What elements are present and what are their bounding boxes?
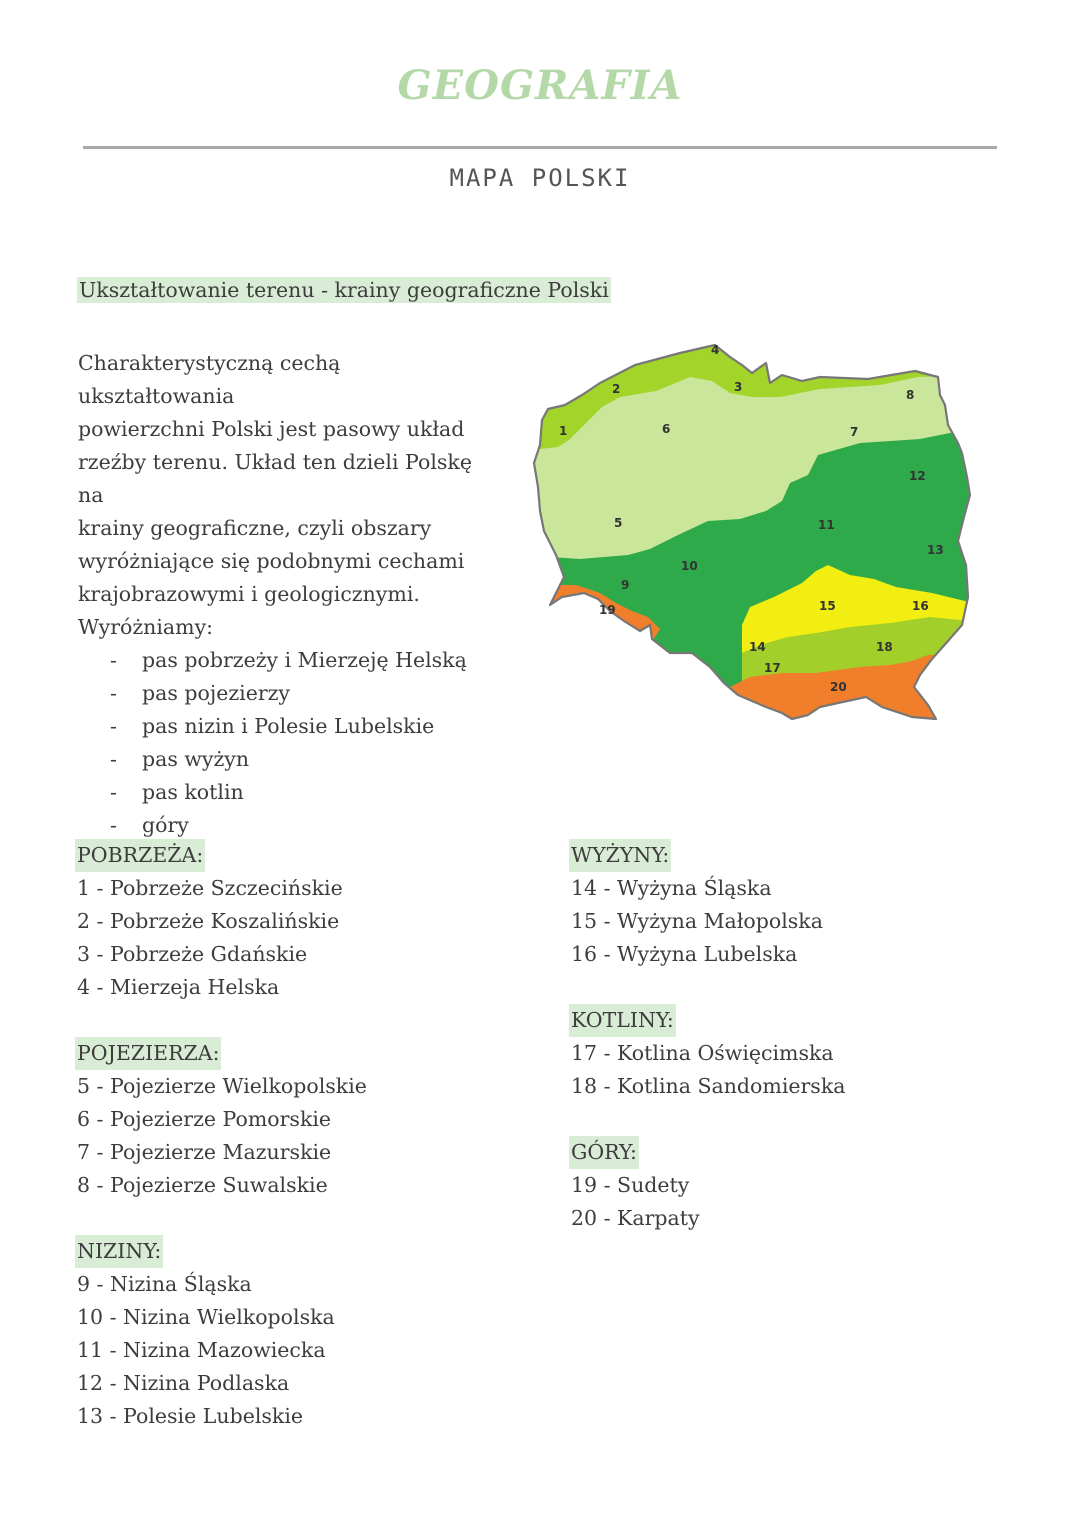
region-item: 12 - Nizina Podlaska [77,1371,290,1395]
region-item: 2 - Pobrzeże Koszalińskie [77,909,340,933]
map-label-8: 8 [906,388,915,402]
map-label-2: 2 [612,382,621,396]
list-item: - pas pojezierzy [78,677,498,710]
region-heading: NIZINY: [75,1235,163,1268]
region-group-mountains [571,1136,845,1235]
intro-line: Charakterystyczną cechą ukształtowania [78,351,341,408]
region-group-lakelands [77,1037,367,1202]
region-heading: POBRZEŻA: [75,839,205,872]
intro-line: wyróżniające się podobnymi cechami [78,549,465,573]
map-label-19: 19 [599,603,616,617]
list-dash: - [110,813,117,837]
list-dash: - [110,681,117,705]
region-item: 18 - Kotlina Sandomierska [571,1074,846,1098]
intro-line: powierzchni Polski jest pasowy układ [78,417,465,441]
intro-line: krainy geograficzne, czyli obszary [78,516,432,540]
list-item: - pas kotlin [78,776,498,809]
map-label-14: 14 [749,640,766,654]
intro-line: krajobrazowymi i geologicznymi. [78,582,420,606]
region-item: 8 - Pojezierze Suwalskie [77,1173,328,1197]
list-item: - pas pobrzeży i Mierzeję Helską [78,644,498,677]
region-item: 4 - Mierzeja Helska [77,975,280,999]
region-group-coasts [77,839,367,1004]
region-item: 15 - Wyżyna Małopolska [571,909,823,933]
list-dash: - [110,747,117,771]
map-label-6: 6 [662,422,671,436]
region-item: 1 - Pobrzeże Szczecińskie [77,876,343,900]
section-heading: Ukształtowanie terenu - krainy geograficzne Polski [79,278,609,302]
region-heading: POJEZIERZA: [75,1037,221,1070]
map-label-4: 4 [711,343,720,357]
list-dash: - [110,780,117,804]
region-item: 13 - Polesie Lubelskie [77,1404,304,1428]
page-subtitle: MAPA POLSKI [449,164,631,192]
map-label-5: 5 [614,516,623,530]
relief-belts-list [78,644,498,842]
region-item: 20 - Karpaty [571,1206,700,1230]
region-item: 19 - Sudety [571,1173,690,1197]
region-item: 5 - Pojezierze Wielkopolskie [77,1074,367,1098]
map-label-12: 12 [909,469,926,483]
region-item: 10 - Nizina Wielkopolska [77,1305,335,1329]
region-item: 3 - Pobrzeże Gdańskie [77,942,308,966]
map-label-10: 10 [681,559,698,573]
title-divider [83,146,997,149]
list-item: - pas wyżyn [78,743,498,776]
map-label-9: 9 [621,578,630,592]
list-item: - góry [78,809,498,842]
intro-line: Wyróżniamy: [78,615,214,639]
map-label-15: 15 [819,599,836,613]
region-item: 7 - Pojezierze Mazurskie [77,1140,332,1164]
region-item: 17 - Kotlina Oświęcimska [571,1041,834,1065]
region-item: 11 - Nizina Mazowiecka [77,1338,326,1362]
intro-text [78,347,498,842]
region-group-basins [571,1004,845,1103]
region-item: 16 - Wyżyna Lubelska [571,942,798,966]
page-title: GEOGRAFIA [397,62,683,109]
region-heading: WYŻYNY: [569,839,671,872]
map-label-7: 7 [850,425,859,439]
region-heading: GÓRY: [569,1136,639,1169]
region-group-lowlands [77,1235,367,1433]
regions-left-column [77,839,367,1466]
map-label-17: 17 [764,661,781,675]
list-dash: - [110,648,117,672]
region-item: 14 - Wyżyna Śląska [571,876,772,900]
map-label-1: 1 [559,424,568,438]
map-label-18: 18 [876,640,893,654]
map-label-11: 11 [818,518,835,532]
intro-paragraph [78,347,498,644]
poland-regions-map [520,335,990,735]
map-label-3: 3 [734,380,743,394]
list-item: - pas nizin i Polesie Lubelskie [78,710,498,743]
list-dash: - [110,714,117,738]
region-heading: KOTLINY: [569,1004,676,1037]
map-label-16: 16 [912,599,929,613]
map-label-20: 20 [830,680,847,694]
region-item: 6 - Pojezierze Pomorskie [77,1107,332,1131]
region-group-uplands [571,839,845,971]
map-label-13: 13 [927,543,944,557]
regions-right-column [571,839,845,1268]
region-item: 9 - Nizina Śląska [77,1272,252,1296]
intro-line: rzeźby terenu. Układ ten dzieli Polskę na [78,450,472,507]
